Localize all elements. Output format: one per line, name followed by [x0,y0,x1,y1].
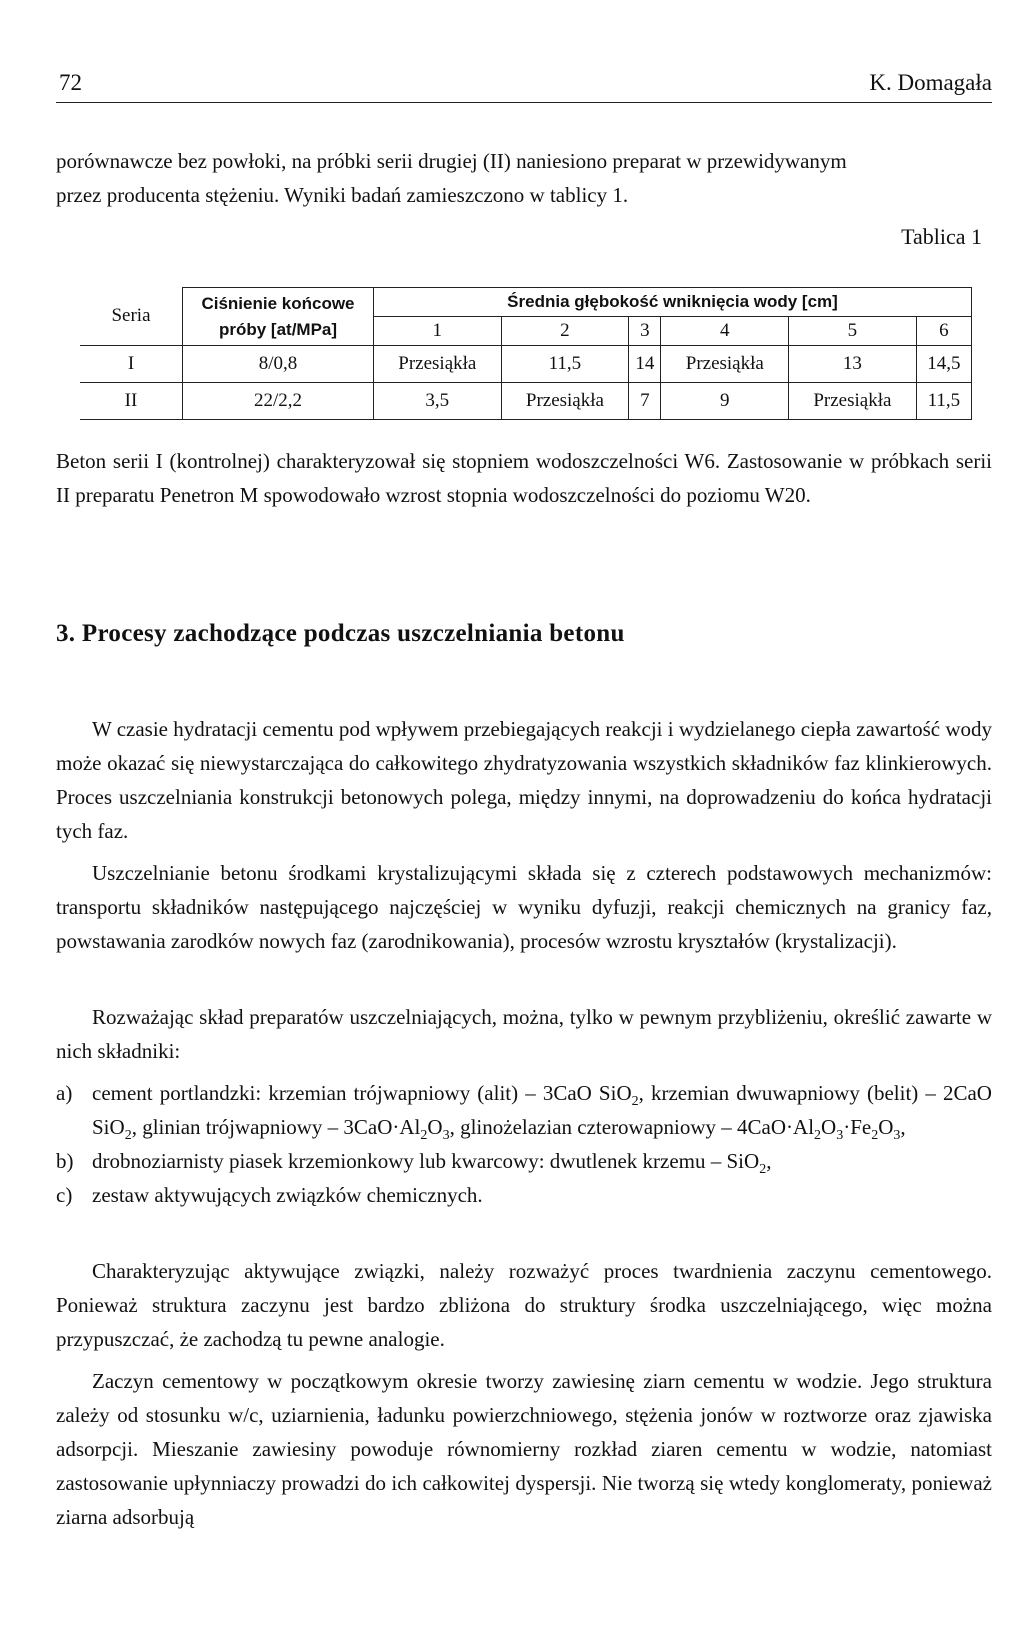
value-cell: Przesiąkła [661,346,789,383]
value-cell: Przesiąkła [789,383,917,420]
seria-header: Seria [80,288,183,346]
pressure-header-line-1: Ciśnienie końcowe [201,293,355,313]
intro-line-1: porównawcze bez powłoki, na próbki serii drugiej (II) naniesiono preparat w przewidywanym [56,149,847,173]
running-header [56,70,992,103]
seria-cell: I [80,346,183,383]
intro-line-2: przez producenta stężeniu. Wyniki badań zamieszczono w tablicy 1. [56,183,629,207]
conclusion-paragraph: Beton serii I (kontrolnej) charakteryzował się stopniem wodoszczelności W6. Zastosowanie w próbkach serii II preparatu Penetron M spowodowało wzrost stopnia wodoszczelności do poziomu W20. [56,449,992,507]
value-cell: 3,5 [374,383,502,420]
column-header: 1 [374,317,502,346]
column-header: 2 [501,317,629,346]
body-paragraph: Zaczyn cementowy w początkowym okresie tworzy zawiesinę ziarn cementu w wodzie. Jego struktura zależy od stosunku w/c, uziarnienia, ładunku powierzchniowego, stężenia jonów w roztworze oraz zjawiska adsorpcji. Mieszanie zawiesiny powoduje równomierny rozkład ziaren cementu w wodzie, natomiast zastosowanie upłynniaczy prowadzi do ich całkowitej dyspersji. Nie tworzą się wtedy konglomeraty, ponieważ ziarna adsorbują [56,1369,992,1529]
seria-cell: II [80,383,183,420]
value-cell: 7 [629,383,661,420]
list-label: b) [56,1149,74,1173]
value-cell: 11,5 [916,383,971,420]
body-paragraph: Uszczelnianie betonu środkami krystalizującymi składa się z czterech podstawowych mechanizmów: transportu składników następującego najczęściej w wyniku dyfuzji, reakcji chemicznych na granicy faz, powstawania zarodków nowych faz (zarodnikowania), procesów wzrostu kryształów (krystalizacji). [56,861,992,953]
table-row [80,346,972,383]
depth-header: Średnia głębokość wniknięcia wody [cm] [374,288,972,317]
pressure-header-line-2: próby [at/MPa] [218,319,338,339]
body-paragraph: Charakteryzując aktywujące związki, należy rozważyć proces twardnienia zaczynu cementowego. Ponieważ struktura zaczynu jest bardzo zbliżona do struktury środka uszczelniającego, więc można przypuszczać, że zachodzą tu pewne analogie. [56,1259,992,1351]
intro-paragraph [56,144,992,212]
value-cell: 14 [629,346,661,383]
body-paragraph: Rozważając skład preparatów uszczelniających, można, tylko w pewnym przybliżeniu, określić zawarte w nich składniki: [56,1005,992,1063]
value-cell: 11,5 [501,346,629,383]
value-cell: Przesiąkła [501,383,629,420]
running-author: K. Domagała [869,70,992,95]
value-cell: 9 [661,383,789,420]
value-cell: 14,5 [916,346,971,383]
list-label: c) [56,1183,73,1207]
list-label: a) [56,1081,73,1105]
column-header: 3 [629,317,661,346]
components-list [56,1076,992,1212]
column-header: 6 [916,317,971,346]
section-heading: 3. Procesy zachodzące podczas uszczelniania betonu [56,620,625,647]
value-cell: Przesiąkła [374,346,502,383]
list-item: a) cement portlandzki: krzemian trójwapniowy (alit) – 3CaO SiO$_2$, krzemian dwuwapniowy (belit) – 2CaO SiO$_2$, glinian trójwapniowy – $3CaO\cdot Al_2O_3$, glinożelazian czterowapniowy – $4CaO\cdot Al_2O_3\cdot Fe_2O_3$, [56,1076,992,1144]
pressure-cell: 22/2,2 [183,383,374,420]
pressure-header [183,288,374,346]
table-caption: Tablica 1 [901,224,982,249]
pressure-cell: 8/0,8 [183,346,374,383]
value-cell: 13 [789,346,917,383]
column-header: 5 [789,317,917,346]
body-paragraph: W czasie hydratacji cementu pod wpływem przebiegających reakcji i wydzielanego ciepła zawartość wody może okazać się niewystarczająca do całkowitego zhydratyzowania wszystkich składników faz klinkierowych. Proces uszczelniania konstrukcji betonowych polega, między innymi, na doprowadzeniu do końca hydratacji tych faz. [56,717,992,843]
results-table [80,287,972,420]
column-header: 4 [661,317,789,346]
page-number: 72 [59,70,82,95]
table-row [80,383,972,420]
list-item: c) zestaw aktywujących związków chemicznych. [56,1178,992,1212]
list-item: b) drobnoziarnisty piasek krzemionkowy lub kwarcowy: dwutlenek krzemu – SiO$_2$, [56,1144,992,1178]
